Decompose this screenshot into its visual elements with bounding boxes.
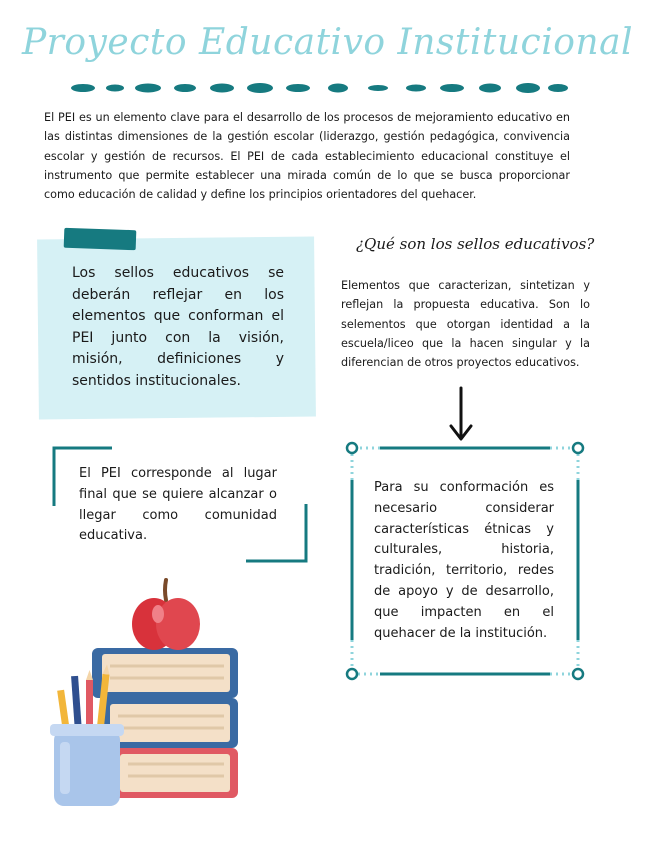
definition-paragraph: Elementos que caracterizan, sintetizan y reflejan la propuesta educativa. Son lo selementos que otorgan identidad a la escuela/liceo que la hacen singular y la diferencian de otros proyectos educativos. [341, 279, 590, 370]
conformacion-text: Para su conformación es necesario considerar características étnicas y culturales, historia, tradición, territorio, redes de apoyo y de desarrollo, que impacten en el quehacer de la institución. [374, 480, 554, 641]
tape-strip [64, 228, 137, 251]
wavy-divider [70, 80, 570, 96]
apple-books-pencils-illustration [48, 570, 248, 810]
sticky-note-text: Los sellos educativos se deberán reflejar en los elementos que conforman el PEI junto con la visión, misión, definiciones y sentidos institucionales. [72, 265, 284, 389]
lugar-final-text: El PEI corresponde al lugar final que se quiere alcanzar o llegar como comunidad educativa. [79, 466, 277, 544]
intro-paragraph: El PEI es un elemento clave para el desarrollo de los procesos de mejoramiento educativo en las distintas dimensiones de la gestión escolar (liderazgo, gestión pedagógica, convivencia escolar y gestión de recursos. El PEI de cada establecimiento educacional constituye el instrumento que permite establecer una mirada común de lo que se busca proporcionar como educación de calidad y define los principios orientadores del quehacer. [44, 111, 570, 202]
question-heading: ¿Qué son los sellos educativos? [356, 235, 595, 253]
page-title: Proyecto Educativo Institucional [21, 22, 634, 63]
down-arrow-icon [448, 386, 474, 442]
